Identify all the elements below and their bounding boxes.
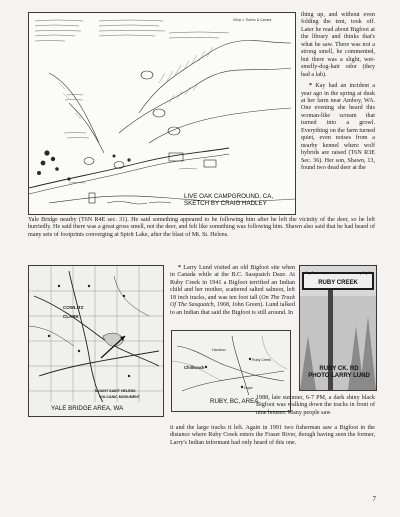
svg-text:Chilliwack: Chilliwack (184, 365, 205, 370)
svg-text:Harrison: Harrison (212, 348, 226, 352)
svg-text:CLARK: CLARK (63, 314, 79, 319)
svg-text:VOLCANIC MONUMENT: VOLCANIC MONUMENT (99, 395, 140, 399)
mid-right-paragraph (256, 395, 375, 417)
paragraph-star: * (309, 83, 313, 90)
yale-paragraph (28, 217, 375, 239)
ruby-map-caption: RUBY, BC, AREA (210, 398, 259, 405)
campground-sketch-drawing (29, 13, 295, 214)
sign-text: RUBY CREEK (318, 280, 358, 286)
sketch-handwritten-title: Sling = Tracks & Camps (233, 18, 272, 22)
paragraph-star: * (178, 265, 182, 271)
bottom-paragraph-text: it and the large tracks it left. Again in 1991 two fisherman saw a Bigfoot in the distance where Ruby Creek enters the Fraser River, though having seen the former, Larry's Indian informant had only heard of this one. (170, 425, 375, 446)
larry-paragraph (170, 265, 295, 317)
paragraph-continued: thing up, and without even folding the tent, took off. Later he read about Bigfoot at the library and thinks that's what he saw. There was not a strong smell, he commented, but there was a slight, wet-smelly-dog-hair odor (they had a lab). (301, 12, 375, 78)
page-number: 7 (372, 495, 376, 503)
sign-caption: RUBY CK. RD PHOTO LARRY LUND (308, 366, 370, 380)
svg-text:MOUNT SAINT HELENS: MOUNT SAINT HELENS (95, 389, 136, 393)
paragraph-kay (301, 83, 375, 172)
ruby-creek-sign-figure (299, 265, 377, 391)
yale-paragraph-text: Yale Bridge nearby (T6N R4E sec. 31). He said something appeared to be following him after he left the vicinity of the deer, so he left hurriedly. He said there was a great gross smell, not the deer, and felt like something was following him. Shawn also said that he had heard of many sets of footprints converging at Spirit Lake, after the blast of Mt. St. Helens. (28, 217, 375, 238)
svg-text:Hope: Hope (244, 386, 253, 390)
yale-bridge-map (29, 266, 163, 416)
larry-text-a: Larry Lund visited an old Bigfoot site when in Canada while at the B.C. Sasquatch Daze. At Ruby Creek in 1941 a Bigfoot terrified an Indian child and her mother, scattered salted salmon, left 18 inch tracks, and was ten foot tall ( (170, 265, 295, 301)
right-column-text (301, 12, 375, 173)
yale-bridge-map-figure (28, 265, 164, 417)
svg-text:Ruby Creek: Ruby Creek (252, 358, 271, 362)
svg-text:COWLITZ: COWLITZ (63, 305, 84, 310)
campground-sketch-figure (28, 12, 296, 215)
sketch-caption: LIVE OAK CAMPGROUND, CA, SKETCH BY CRAIG HADLEY (184, 193, 274, 208)
yale-map-caption: YALE BRIDGE AREA, WA (51, 405, 124, 412)
book-title: On The Track Of The Sasquatch (170, 294, 296, 309)
bottom-paragraph (170, 425, 375, 447)
paragraph-kay-text: Kay had an incident a year ago in the spring at dusk at her farm near Amboy, WA. One evening she heard this woman-like scream that turned into a growl. Everything on the farm turned quiet, even noises from a nearby kennel where wolf hybrids are raised (T6N R3E Sec. 36). Her son, Shawn, 13, found two dead deer at the (301, 83, 375, 172)
mid-right-paragraph-text: 1988, late summer, 6-7 PM, a dark shiny black Bigfoot was walking down the tracks in front of nine houses. Many people saw (256, 395, 375, 416)
larry-text-b: , 1968, John Green). Lund talked to an Indian that said the Bigfoot is still around. In (170, 302, 295, 316)
larry-paragraph-text (170, 265, 295, 317)
